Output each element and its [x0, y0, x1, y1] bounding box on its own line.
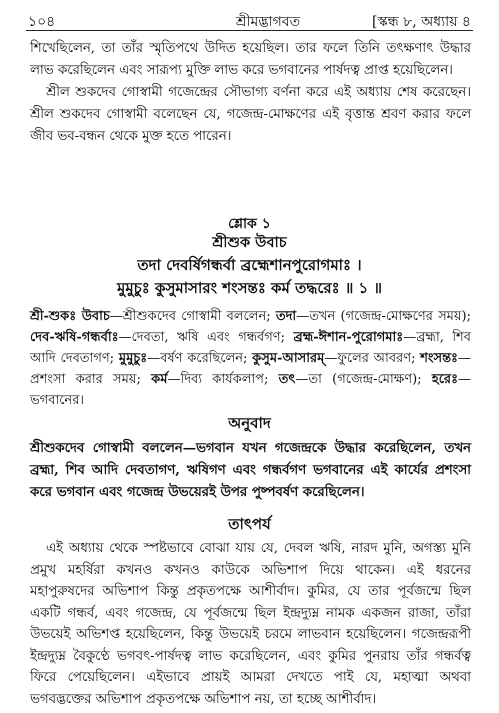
synonym-word: ব্রহ্ম-ঈশান-পুরোগমাঃ — [293, 330, 404, 345]
synonym-meaning: —ফুলের আবরণ; — [324, 351, 421, 366]
synonym-meaning: —তা (গজেন্দ্র-মোক্ষণ); — [295, 372, 432, 387]
synonym-meaning: —তখন (গজেন্দ্র-মোক্ষণের সময়); — [296, 309, 472, 324]
synonym-meaning: —ব্রহ্মা, শিব আদি দেবতাগণ; — [30, 330, 471, 366]
synonym-word: শ্রী-শুকঃ উবাচ — [30, 309, 110, 324]
section-reference: [স্কন্ধ ৮, অধ্যায় ৪ — [372, 14, 471, 30]
verse-number: শ্লোক ১ — [228, 216, 271, 232]
verse-speaker: শ্রীশুক উবাচ — [212, 234, 287, 251]
synonyms — [30, 306, 471, 411]
synonym-word: শংসন্তঃ — [420, 351, 458, 366]
synonym-meaning: —শ্রীশুকদেব গোস্বামী বললেন; — [109, 309, 276, 324]
purport-heading: তাৎপর্য — [228, 515, 271, 533]
book-title: শ্রীমদ্ভাগবত — [235, 14, 301, 30]
page-number: ১০৪ — [28, 14, 56, 30]
synonym-meaning: —ভগবানের। — [30, 372, 471, 408]
intro-paragraph-1: শিখেছিলেন, তা তাঁর স্মৃতিপথে উদিত হয়েছিল। তার ফলে তিনি তৎক্ষণাৎ উদ্ধার লাভ করেছিলেন এবং সারূপ্য মুক্তি লাভ করে ভগবানের পার্ষদত্ব প্রাপ্ত হয়েছিলেন। — [30, 41, 471, 78]
translation-heading: অনুবাদ — [228, 414, 271, 432]
synonym-meaning: —দেবতা, ঋষি এবং গন্ধর্বগণ; — [118, 330, 294, 345]
verse-line-2: মুমুচুঃ কুসুমাসারং শংসন্তঃ কর্ম তদ্ধরেঃ ॥ ১ ॥ — [117, 279, 382, 297]
synonym-meaning: —দিব্য কার্যকলাপ; — [167, 372, 279, 387]
header-rule — [26, 30, 473, 31]
synonym-word: তদা — [275, 309, 297, 324]
synonym-word: কর্ম — [151, 372, 168, 387]
synonym-word: দেব-ঋষি-গন্ধর্বাঃ — [30, 330, 119, 345]
running-header — [28, 6, 471, 30]
synonym-word: কুসুম-আসারম্ — [252, 351, 325, 366]
synonym-meaning: —প্রশংসা করার সময়; — [30, 351, 471, 387]
synonym-word: হরেঃ — [431, 372, 458, 387]
synonym-word: তৎ — [278, 372, 296, 387]
intro-paragraph-2: শ্রীল শুকদেব গোস্বামী গজেন্দ্রের সৌভাগ্য বর্ণনা করে এই অধ্যায় শেষ করেছেন। শ্রীল শুকদেব গোস্বামী বলেছেন যে, গজেন্দ্র-মোক্ষণের এই বৃত্তান্ত শ্রবণ করার ফলে জীব ভব-বন্ধন থেকে মুক্ত হতে পারেন। — [30, 85, 471, 144]
translation-text: শ্রীশুকদেব গোস্বামী বললেন—ভগবান যখন গজেন্দ্রকে উদ্ধার করেছিলেন, তখন ব্রহ্মা, শিব আদি দেবতাগণ, ঋষিগণ এবং গন্ধর্বগণ ভগবানের এই কার্যের প্রশংসা করে ভগবান এবং গজেন্দ্র উভয়েরই উপর পুষ্পবর্ষণ করেছিলেন। — [30, 441, 471, 500]
verse-line-1: তদা দেবর্ষিগন্ধর্বা ব্রহ্মেশানপুরোগমাঃ । — [137, 256, 362, 274]
synonym-meaning: —বর্ষণ করেছিলেন; — [147, 351, 253, 366]
purport-text: এই অধ্যায় থেকে স্পষ্টভাবে বোঝা যায় যে, দেবল ঋষি, নারদ মুনি, অগস্ত্য মুনি প্রমুখ মহর্ষিরা কখনও কখনও কাউকে অভিশাপ দিয়ে থাকেন। এই ধরনের মহাপুরুষদের অভিশাপ কিন্তু প্রকৃতপক্ষে আশীর্বাদ। কুমির, যে তার পূর্বজন্মে ছিল একটি গন্ধর্ব, এবং গজেন্দ্র, যে পূর্বজন্মে ছিল ইন্দ্রদ্যুম্ন নামক একজন রাজা, তাঁরা উভয়েই অভিশপ্ত হয়েছিলেন, কিন্তু উভয়েই চরমে লাভবান হয়েছিলেন। গজেন্দ্ররূপী ইন্দ্রদ্যুম্ন বৈকুণ্ঠে ভগবৎ-পার্ষদত্ব লাভ করেছিলেন, এবং কুমির পুনরায় তাঁর গন্ধর্বত্ব ফিরে পেয়েছিলেন। এইভাবে প্রায়ই আমরা দেখতে পাই যে, মহাত্মা অথবা ভগবদ্ভক্তের অভিশাপ প্রকৃতপক্ষে অভিশাপ নয়, তা হচ্ছে আশীর্বাদ। — [30, 541, 471, 707]
synonym-word: মুমুচুঃ — [118, 351, 148, 366]
